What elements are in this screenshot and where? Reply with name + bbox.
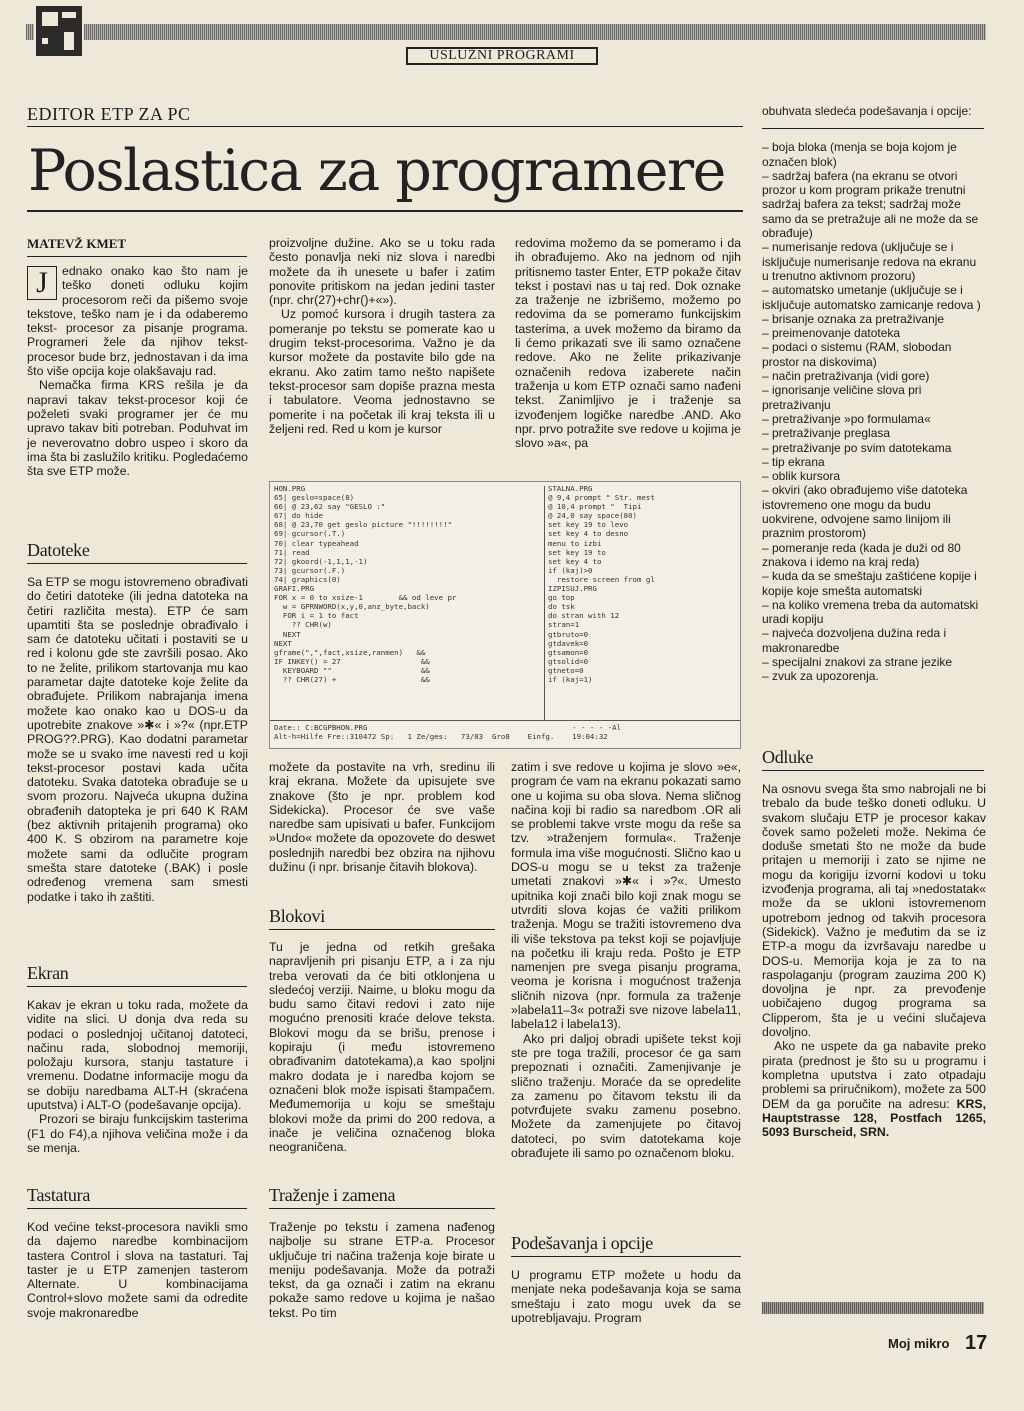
paragraph: možete da postavite na vrh, sredinu ili kraj ekrana. Možete da upisujete sve znakove (što je npr. problem kod Sidekicka). Procesor će sve vaše naredbe sam upisivati u bafer. Funkcijom »Undo« možete da opozovete do deswet poslednjih naredbi bez obzira na njihovu dužinu (i npr. brisanje čitavih blokova). (269, 760, 495, 875)
paragraph: Nemačka firma KRS rešila je da napravi takav tekst-procesor koji će poželeti svaki programer jer će mu upravo takav biti potreban. Poduhvat im je neverovatno dobro uspeo i skoro da ima šta bi zaslužilo kritiku. Pogledaćemo šta sve ETP može. (27, 378, 248, 479)
paragraph: Sa ETP se mogu istovremeno obrađivati do četiri datoteke (ili jedna datoteka na četiri različita mesta). ETP će sam upamtiti šta se poslednje obrađivalo i sam će datoteku učitati i postaviti se u red i kolonu gde ste završili posao. Ako to ne želite, prilikom startovanja mu kao parametar dajte datoteke koje želite da obrađujete. Prilikom nabrajanja imena možete kao onako kao u DOS-u da upotrebite znakove »✱« i »?« (npr.ETP PROG??.PRG). Kao dodatni parametar može se u svako ime navesti red u koji tekst-procesor postavi kada učita datoteku. Svaka datoteka obrađuje se u svom prozoru. Najveća ukupna dužina obrađenih datopteka je pri 640 K RAM (bez aktivnih pritajenih programa) oko 400 K. S obzirom na parametre koje možete sami da odlučite program smešta stare datoteke (.BAK) i posle određenog vremena sam smesti podatke i tako ih zaštiti. (27, 575, 248, 904)
code-line: @ 24,0 say space(80) (548, 511, 637, 521)
option-item: – ignorisanje veličine slova pri pretraživanju (762, 383, 922, 412)
code-line: 65| geslo=space(8) (274, 493, 355, 503)
options-list (762, 140, 986, 683)
intro-paragraph: ednako onako kao što nam je teško doneti odluku kojim procesorom reči da pišemo svoje tekstove, teško nam je i da odaberemo tekst- procesor za pisanje programa. Programeri žele da njihov tekst- procesor bude brz, jednostavan i da ima što više opcija koje olakšavaju rad. (27, 264, 248, 379)
option-item: – brisanje oznaka za pretraživanje (762, 311, 945, 326)
code-line: restore screen from gl (548, 574, 655, 584)
code-line: if (kaj)>0 (548, 565, 593, 575)
code-line: set key 4 to desno (548, 529, 629, 539)
code-line: NEXT (274, 638, 292, 648)
paragraph: redovima možemo da se pomeramo i da ih obrađujemo. Ako na jednom od njih pritisnemo taster Enter, ETP pokaže čitav tekst i postavi nas u taj red. Dok oznake za traženje ne izbrišemo, možemo po redovima da se pomeramo funkcijskim tasterima, a uvek možemo da biramo da li ćemo prikazati sve ili samo označene redove. Ako ne želite prikazivanje označenih redova izaberete način traženja u kom ETP označi samo nađeni tekst. Zanimljivo je i traženje sa izvođenjem logičke naredbe .AND. Ako npr. prvo potražite sve redove u kojima je slovo »a«, pa (515, 236, 741, 451)
code-line: gtneto=0 (548, 665, 584, 675)
code-line: HON.PRG (274, 484, 306, 493)
status-lines (274, 723, 740, 741)
code-line: gtdavek=0 (548, 638, 589, 648)
kicker-rule (27, 126, 743, 127)
author-byline: MATEVŽ KMET (27, 236, 127, 251)
option-item: – najveća dozvoljena dužina reda i makronaredbe (762, 626, 947, 655)
code-line: NEXT (274, 629, 301, 639)
code-line: IZPISUJ.PRG (548, 584, 597, 594)
section-heading-odluke: Odluke (762, 747, 814, 767)
status-divider (270, 720, 741, 721)
option-item: – podaci o sistemu (RAM, slobodan prostor na diskovima) (762, 340, 952, 369)
code-line: gtbruto=0 (548, 629, 589, 639)
section-rule (762, 770, 984, 771)
footer-band (762, 1302, 984, 1314)
code-line: 74| graphics(0) (274, 574, 341, 584)
code-line: ?? CHR(w) (274, 620, 332, 630)
code-line: FOR i = 1 to fact (274, 611, 359, 621)
code-line: 67| do hide (274, 511, 323, 521)
paragraph: proizvoljne dužine. Ako se u toku rada često ponavlja neki niz slova i naredbi možete da ih unesete u bafer i zatim ponovite pritiskom na jedan jedini taster (npr. chr(27)+chr()+«»). (269, 236, 495, 308)
code-line: stran=1 (548, 620, 580, 630)
code-line: 66| @ 23,62 say "GESLO :" (274, 502, 386, 512)
code-line: 68| @ 23,70 get geslo picture "!!!!!!!!" (274, 520, 452, 530)
status-line: Alt-h=Hilfe Fre::310472 Sp: 1 Ze/ges: 73/83 Gro8 Einfg. 19:04:32 (274, 732, 608, 742)
option-item: – tip ekrana (762, 454, 825, 469)
paragraph: Traženje po tekstu i zamena nađenog najbolje su strane ETP-a. Procesor uključuje tri načina traženja koje birate u meniju podešavanja. Može da potraži tekst, da ga označi i zatim na ekranu pokaže samo redove u kojima je našao tekst. Po tim (269, 1220, 495, 1320)
column-1-intro (27, 264, 248, 478)
floppy-disk-logo-icon (34, 4, 84, 58)
option-item: – sadržaj bafera (na ekranu se otvori prozor u kom program prikaže trenutni sadržaj bafera za tekst; sadržaj može samo da se pretražuje ali ne može da se obrađuje) (762, 168, 979, 241)
code-line: set key 4 to (548, 556, 602, 566)
magazine-name: Moj mikro (888, 1336, 950, 1351)
paragraph: Prozori se biraju funkcijskim tasterima (F1 do F4),a njihova veličina može i da se menja. (27, 1112, 248, 1155)
paragraph: Ako pri daljoj obradi upišete tekst koji ste pre toga tražili, procesor će ga sam prepoznati i označiti. Zamenjivanje je slično traženju. Moraće da se opredelite za zamenu po čitavom tekstu ili da potvrđujete svaku zamenu posebno. Možete da zamenjujete po čitavoj datoteci, po svim datotekama koje obrađujete ili samo po označenom bloku. (511, 1031, 741, 1161)
code-line: if (kaj=1) (548, 674, 593, 684)
section-heading-podesavanja: Podešavanja i opcije (511, 1233, 653, 1253)
author-rule (27, 256, 247, 257)
section-rule (27, 1208, 247, 1209)
section-rule (269, 929, 495, 930)
option-item: – pretraživanje preglasa (762, 426, 891, 441)
option-item: – na koliko vremena treba da automatski uradi kopiju (762, 597, 979, 627)
paragraph (762, 1039, 986, 1139)
option-item: – kuda da se smeštaju zaštićene kopije i kopije koje smešta automatski (762, 569, 977, 598)
column-2-top (269, 236, 495, 436)
page-number: 17 (965, 1332, 988, 1354)
section-rule (269, 1208, 495, 1209)
option-item: – automatsko umetanje (uključuje se i isključuje automatsko zamicanje redova ) (762, 283, 981, 312)
code-line: gtsolid=0 (548, 656, 589, 666)
paragraph: U programu ETP možete u hodu da menjate neka podešavanja koja se sama smeštaju i zato mogu uvek da se upotrebljavaju. Program (511, 1268, 741, 1325)
code-line: ?? CHR(27) + && (274, 674, 430, 684)
column-3-podesavanja (511, 1268, 741, 1325)
order-text: Ako ne uspete da ga nabavite preko pirata (prednost je što su u programu i kompletna uputstva i zato otpadaju problemi sa priručnikom), možete za 500 DEM da ga poručite na adresu: (762, 1039, 986, 1111)
column-4-odluke (762, 782, 986, 1139)
code-line: 73| gcursor(.F.) (274, 565, 346, 575)
option-item: – način pretraživanja (vidi gore) (762, 369, 930, 384)
code-line: set key 19 to (548, 547, 606, 557)
etp-screen-image (269, 481, 741, 749)
code-line: STALNA.PRG (548, 484, 593, 493)
section-heading-trazenje: Traženje i zamena (269, 1185, 396, 1205)
code-line: 70| clear typeahead (274, 538, 359, 548)
section-heading-datoteke: Datoteke (27, 540, 90, 560)
code-line: do tsk (548, 602, 575, 612)
section-rule (511, 1256, 741, 1257)
code-line: 69| gcursor(.T.) (274, 529, 346, 539)
paragraph: Kod većine tekst-procesora navikli smo da dajemo naredbe kombinacijom tastera Control i slova na tastaturi. Taj taster je u ETP zamenjen tasterom Alternate. U kombinacijama Control+slovo možete sami da odredite svoje makronaredbe (27, 1220, 248, 1320)
code-line: @ 10,4 prompt " Tipi (548, 502, 642, 512)
option-item: – specijalni znakovi za strane jezike (762, 654, 953, 669)
section-heading-blokovi: Blokovi (269, 906, 325, 926)
code-line: FOR x = 0 to xsize-1 && od leve pr (274, 593, 457, 603)
code-line: do stran with 12 (548, 611, 620, 621)
paragraph: Na osnovu svega šta smo nabrojali ne bi trebalo da bude teško doneti odluku. U svakom slučaju ETP je procesor kakav čovek samo poželeti može. Nekima će doduše smetati što ne može da bude pritajen u memoriji i zato se njime ne mogu da korigiju izvorni kodovi u toku izvođenja programa, ali taj »nedostatak« može da se ukloni istovremenom upotrebom jednog od takvih procesora (Sidekick). Važno je međutim da se iz ETP-a mogu da izvršavaju naredbe u DOS-u. Memorija koja je za to na raspolaganju (program zauzima 200 K) dovoljna je npr. za prevođenje uobičajeno dugog programa sa Clipperom, šta je u većini slučajeva dovoljno. (762, 782, 986, 1040)
column-3-top (515, 236, 741, 450)
option-item: – boja bloka (menja se boja kojom je označen blok) (762, 140, 957, 169)
option-item: – numerisanje redova (uključuje se i isključuje numerisanje redova na ekranu u trenutno aktivnom prozoru) (762, 240, 977, 283)
code-line: menu to izbi (548, 538, 602, 548)
code-line: gtsamon=0 (548, 647, 589, 657)
code-line: @ 9,4 prompt " Str. mest (548, 493, 655, 503)
column-1-tastatura (27, 1220, 248, 1320)
code-line: IF INKEY() = 27 && (274, 656, 430, 666)
status-line: Date:: C:BCGPBHON.PRG - - - - -Al (274, 723, 622, 732)
column-4-options (762, 104, 986, 684)
column-1-datoteke (27, 575, 248, 904)
column-2-trazenje (269, 1220, 495, 1320)
code-line: go top (548, 593, 575, 603)
editor-window-right (548, 484, 738, 684)
code-line: w = GPRNWORD(x,y,0,anz_byte,back) (274, 602, 430, 612)
column-2-middle (269, 760, 495, 874)
option-item: – oblik kursora (762, 469, 841, 484)
header-band (26, 24, 986, 40)
option-item: – pretraživanje »po formulama« (762, 411, 931, 426)
section-label: USLUŽNI PROGRAMI (406, 47, 598, 65)
section-rule (27, 986, 247, 987)
dropcap-letter: J (27, 266, 57, 300)
paragraph: Uz pomoć kursora i drugih tastera za pomeranje po tekstu se pomerate kao u drugim tekst-procesorima. Važno je da kursor možete da postavite bilo gde na ekranu. Ako zatim tamo nešto napišete tekst-procesor sam dopiše prazna mesta i tabulatore. Veoma jednostavno se pomerite i na početak ili kraj teksta ili u željeni red. Red u kom je kursor (269, 307, 495, 436)
code-line: KEYBOARD "" && (274, 665, 430, 675)
code-line: 71| read (274, 547, 310, 557)
editor-window-left (274, 484, 544, 684)
window-divider (544, 486, 545, 720)
headline-rule (27, 210, 743, 212)
option-item: – preimenovanje datoteka (762, 326, 901, 341)
options-rule (762, 128, 984, 129)
code-line: GRAFI.PRG (274, 584, 315, 594)
paragraph: Tu je jedna od retkih grešaka napravljenih pri pisanju ETP, a i za nju treba verovati da će biti otklonjena u sledećoj verziji. Naime, u bloku mogu da budu samo čitavi redovi i zato nije mogućno prenositi kraće delove teksta. Blokovi mogu da se brišu, prenose i kopiraju (i među istovremeno obrađivanim datotekama),a kao spoljni makro dodata je i naredba kojom se označeni blok može ispisati štampačem. Međumemorija u koju se smeštaju blokovi može da primi do 200 redova, a inače je veličina označenog bloka neograničena. (269, 940, 495, 1155)
column-1-ekran (27, 998, 248, 1155)
code-line: 72| gkoord(-1,1,1,-1) (274, 556, 368, 566)
column-3-middle (511, 760, 741, 1160)
option-item: – okviri (ako obrađujemo više datoteka istovremeno one mogu da budu uokvirene, odvojene samo linijom ili praznim prostorom) (762, 483, 968, 541)
section-heading-ekran: Ekran (27, 963, 69, 983)
paragraph: Kakav je ekran u toku rada, možete da vidite na slici. U donja dva reda su podaci o poslednjoj učitanoj datoteci, načinu rada, slobodnoj memoriji, položaju kursora, stanju tastature i vremenu. Dodatne informacije mogu da se dobiju naredbama ALT-H (skraćena uputstva) i ALT-O (podešavanje opcija). (27, 998, 248, 1113)
paragraph: obuhvata sledeća podešavanja i opcije: (762, 104, 972, 118)
code-line: set key 19 to levo (548, 520, 629, 530)
article-kicker: EDITOR ETP ZA PC (27, 104, 191, 124)
article-headline: Poslastica za programere (28, 138, 725, 204)
order-address: KRS, Hauptstrasse 128, Postfach 1265, 5093 Burscheid, SRN. (762, 1096, 986, 1140)
code-line: gframe(",",fact,xsize,ranmen) && (274, 647, 426, 657)
option-item: – pomeranje reda (kada je duži od 80 znakova i idemo na kraj reda) (762, 540, 961, 569)
option-item: – pretraživanje po svim datotekama (762, 440, 952, 455)
option-item: – zvuk za upozorenja. (762, 669, 879, 684)
section-heading-tastatura: Tastatura (27, 1185, 91, 1205)
section-rule (27, 563, 247, 564)
column-2-blokovi (269, 940, 495, 1154)
paragraph: zatim i sve redove u kojima je slovo »e«, program će vam na ekranu pokazati samo one u kojima su oba slova. Nema sličnog načina koji bi radio sa naredbom .OR ali se problemi takve vrste mogu da reše sa tzv. »traženjem formula«. Traženje formula ima više mogućnosti. Slično kao u DOS-u mogu se u tekst za traženje umetati znakovi »✱« i »?«. Umesto upitnika koji znači bilo koji znak mogu se utvrditi slova kojas će važiti prilikom traženja. Mogu se tražiti istovremeno dva ili više tekstova pa tekst koji se pojavljuje na početku ili kraju reda. Pošto je ETP namenjen pre svega pisanju programa, veoma je korisna i mogućnost traženja sličnih nizova (npr. formula za traženje »labela11–3« potraži sve nizove labela11, labela12 i labela13). (511, 760, 741, 1032)
